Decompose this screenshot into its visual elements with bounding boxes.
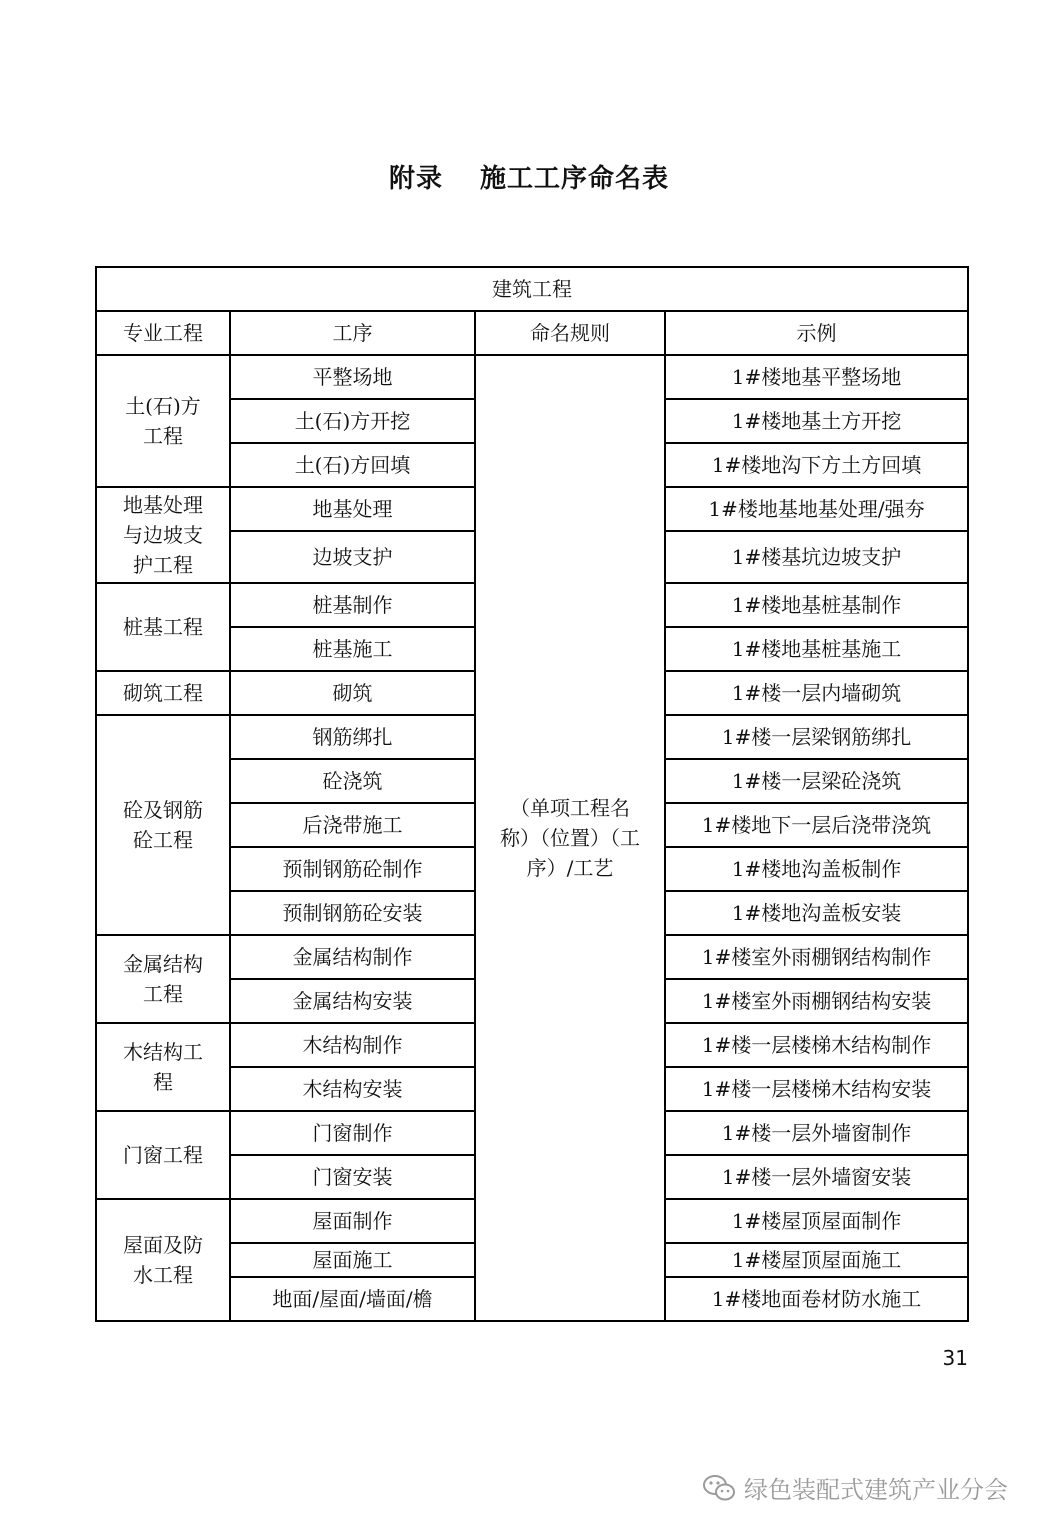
watermark — [702, 1470, 1008, 1505]
process-cell: 预制钢筋砼制作 — [230, 847, 475, 891]
process-cell: 预制钢筋砼安装 — [230, 891, 475, 935]
process-cell: 木结构安装 — [230, 1067, 475, 1111]
example-cell: 1#楼一层外墙窗安装 — [665, 1155, 968, 1199]
section-header: 建筑工程 — [96, 267, 968, 311]
example-cell: 1#楼地面卷材防水施工 — [665, 1277, 968, 1321]
example-cell: 1#楼地沟盖板制作 — [665, 847, 968, 891]
process-cell: 木结构制作 — [230, 1023, 475, 1067]
process-cell: 桩基制作 — [230, 583, 475, 627]
watermark-text: 绿色装配式建筑产业分会 — [744, 1476, 1008, 1504]
process-naming-table — [95, 266, 969, 1322]
process-cell: 门窗安装 — [230, 1155, 475, 1199]
process-cell: 地基处理 — [230, 487, 475, 531]
page-title: 附录 施工工序命名表 — [388, 164, 670, 194]
process-cell: 平整场地 — [230, 355, 475, 399]
column-header-discipline: 专业工程 — [96, 311, 230, 355]
example-cell: 1#楼一层楼梯木结构制作 — [665, 1023, 968, 1067]
process-cell: 砌筑 — [230, 671, 475, 715]
process-cell: 屋面施工 — [230, 1243, 475, 1277]
example-cell: 1#楼基坑边坡支护 — [665, 531, 968, 583]
example-cell: 1#楼地基桩基施工 — [665, 627, 968, 671]
discipline-cell: 土(石)方 工程 — [96, 355, 230, 487]
column-header-example: 示例 — [665, 311, 968, 355]
process-cell: 金属结构安装 — [230, 979, 475, 1023]
process-cell: 金属结构制作 — [230, 935, 475, 979]
example-cell: 1#楼地基桩基制作 — [665, 583, 968, 627]
process-cell: 地面/屋面/墙面/檐 — [230, 1277, 475, 1321]
example-cell: 1#楼地下一层后浇带浇筑 — [665, 803, 968, 847]
discipline-cell: 桩基工程 — [96, 583, 230, 671]
example-cell: 1#楼屋顶屋面施工 — [665, 1243, 968, 1277]
example-cell: 1#楼地基平整场地 — [665, 355, 968, 399]
discipline-cell: 屋面及防 水工程 — [96, 1199, 230, 1321]
example-cell: 1#楼一层外墙窗制作 — [665, 1111, 968, 1155]
discipline-cell: 金属结构 工程 — [96, 935, 230, 1023]
discipline-cell: 砼及钢筋 砼工程 — [96, 715, 230, 935]
example-cell: 1#楼一层内墙砌筑 — [665, 671, 968, 715]
wechat-icon — [702, 1473, 736, 1503]
process-cell: 钢筋绑扎 — [230, 715, 475, 759]
process-cell: 屋面制作 — [230, 1199, 475, 1243]
discipline-cell: 门窗工程 — [96, 1111, 230, 1199]
example-cell: 1#楼室外雨棚钢结构制作 — [665, 935, 968, 979]
column-header-naming-rule: 命名规则 — [475, 311, 665, 355]
page-number: 31 — [942, 1346, 968, 1370]
example-cell: 1#楼一层梁钢筋绑扎 — [665, 715, 968, 759]
process-cell: 土(石)方开挖 — [230, 399, 475, 443]
process-cell: 后浇带施工 — [230, 803, 475, 847]
process-cell: 边坡支护 — [230, 531, 475, 583]
discipline-cell: 木结构工 程 — [96, 1023, 230, 1111]
example-cell: 1#楼地基地基处理/强夯 — [665, 487, 968, 531]
naming-rule-cell: （单项工程名 称）（位置）（工 序）/工艺 — [475, 355, 665, 1321]
example-cell: 1#楼地基土方开挖 — [665, 399, 968, 443]
table-row — [96, 355, 968, 399]
example-cell: 1#楼地沟下方土方回填 — [665, 443, 968, 487]
discipline-cell: 砌筑工程 — [96, 671, 230, 715]
example-cell: 1#楼室外雨棚钢结构安装 — [665, 979, 968, 1023]
column-header-process: 工序 — [230, 311, 475, 355]
section-header-row — [96, 267, 968, 311]
process-cell: 桩基施工 — [230, 627, 475, 671]
column-header-row — [96, 311, 968, 355]
process-cell: 门窗制作 — [230, 1111, 475, 1155]
process-cell: 砼浇筑 — [230, 759, 475, 803]
example-cell: 1#楼一层楼梯木结构安装 — [665, 1067, 968, 1111]
discipline-cell: 地基处理 与边坡支 护工程 — [96, 487, 230, 583]
example-cell: 1#楼地沟盖板安装 — [665, 891, 968, 935]
example-cell: 1#楼一层梁砼浇筑 — [665, 759, 968, 803]
process-cell: 土(石)方回填 — [230, 443, 475, 487]
example-cell: 1#楼屋顶屋面制作 — [665, 1199, 968, 1243]
